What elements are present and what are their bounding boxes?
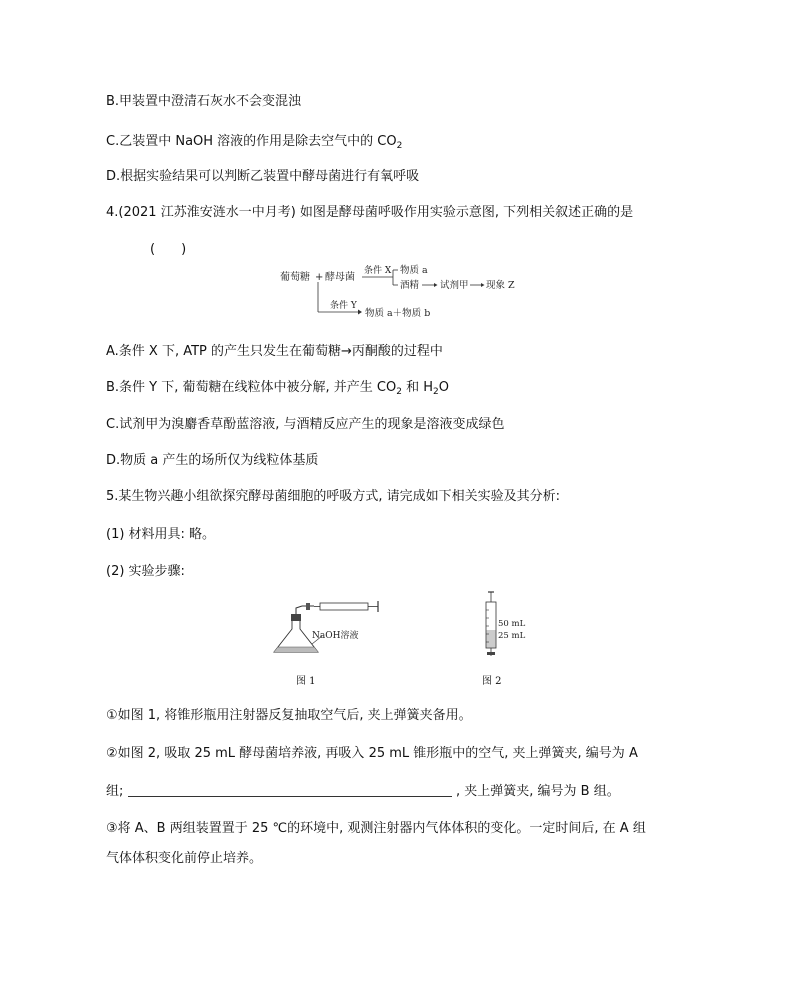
naoh-label: NaOH溶液 [312,631,359,641]
q4-option-b-text: B.条件 Y 下, 葡萄糖在线粒体中被分解, 并产生 CO [106,380,397,395]
q4-option-b-end: O [438,380,449,395]
figure-2-label: 图 2 [482,676,502,687]
volume-50-label: 50 mL [498,619,526,629]
q5-step-3: ③将 A、B 两组装置置于 25 ℃的环境中, 观测注射器内气体体积的变化。一定时间后, 在 A 组 [106,821,646,836]
q5-step-1: ①如图 1, 将锥形瓶用注射器反复抽取空气后, 夹上弹簧夹备用。 [106,708,472,723]
condition-y-label: 条件 Y [330,301,357,311]
phenomenon-label: 现象 Z [486,280,515,291]
q5-step-2: ②如图 2, 吸取 25 mL 酵母菌培养液, 再吸入 25 mL 锥形瓶中的空气, 夹上弹簧夹, 编号为 A [106,746,638,761]
condition-x-label: 条件 X [364,266,392,276]
plus-sign: + [315,272,324,283]
q5-step-2-group-label: 组; [106,784,124,799]
q4-option-c: C.试剂甲为溴麝香草酚蓝溶液, 与酒精反应产生的现象是溶液变成绿色 [106,417,505,432]
answer-paren: ( ) [150,242,187,257]
q5-step-2-continuation: , 夹上弹簧夹, 编号为 B 组。 [456,784,620,799]
option-b-prev: B.甲装置中澄清石灰水不会变混浊 [106,94,302,109]
alcohol-label: 酒精 [400,280,420,291]
figure-2-syringe [474,590,544,662]
q4-option-a: A.条件 X 下, ATP 的产生只发生在葡萄糖→丙酮酸的过程中 [106,344,443,359]
volume-25-label: 25 mL [498,631,526,641]
yeast-label: 酵母菌 [325,272,355,283]
option-c-prev-text: C.乙装置中 NaOH 溶液的作用是除去空气中的 CO [106,134,397,149]
option-d-prev: D.根据实验结果可以判断乙装置中酵母菌进行有氧呼吸 [106,169,420,184]
subscript: 2 [396,141,403,151]
q5-materials: (1) 材料用具: 略。 [106,527,216,542]
glucose-label: 葡萄糖 [280,272,310,283]
q5-steps-heading: (2) 实验步骤: [106,564,185,579]
q4-option-d: D.物质 a 产生的场所仅为线粒体基质 [106,453,319,468]
substance-a-label: 物质 a [400,265,428,276]
figure-1-flask-syringe [262,596,392,660]
option-c-prev [106,133,402,155]
q4-stem: 4.(2021 江苏淮安涟水一中月考) 如图是酵母菌呼吸作用实验示意图, 下列相关叙述正确的是 [106,205,634,220]
subscript: 2 [396,387,402,397]
products-y: 物质 a＋物质 b [365,308,431,319]
q5-step-3-continuation: 气体体积变化前停止培养。 [106,851,263,866]
figure-1-label: 图 1 [296,676,316,687]
respiration-diagram [270,260,530,328]
q4-option-b [106,379,449,401]
answer-blank[interactable] [128,796,452,797]
q4-option-b-mid: 和 H [401,380,434,395]
reagent-label: 试剂甲 [440,280,469,291]
subscript: 2 [433,387,439,397]
q5-stem: 5.某生物兴趣小组欲探究酵母菌细胞的呼吸方式, 请完成如下相关实验及其分析: [106,489,561,504]
